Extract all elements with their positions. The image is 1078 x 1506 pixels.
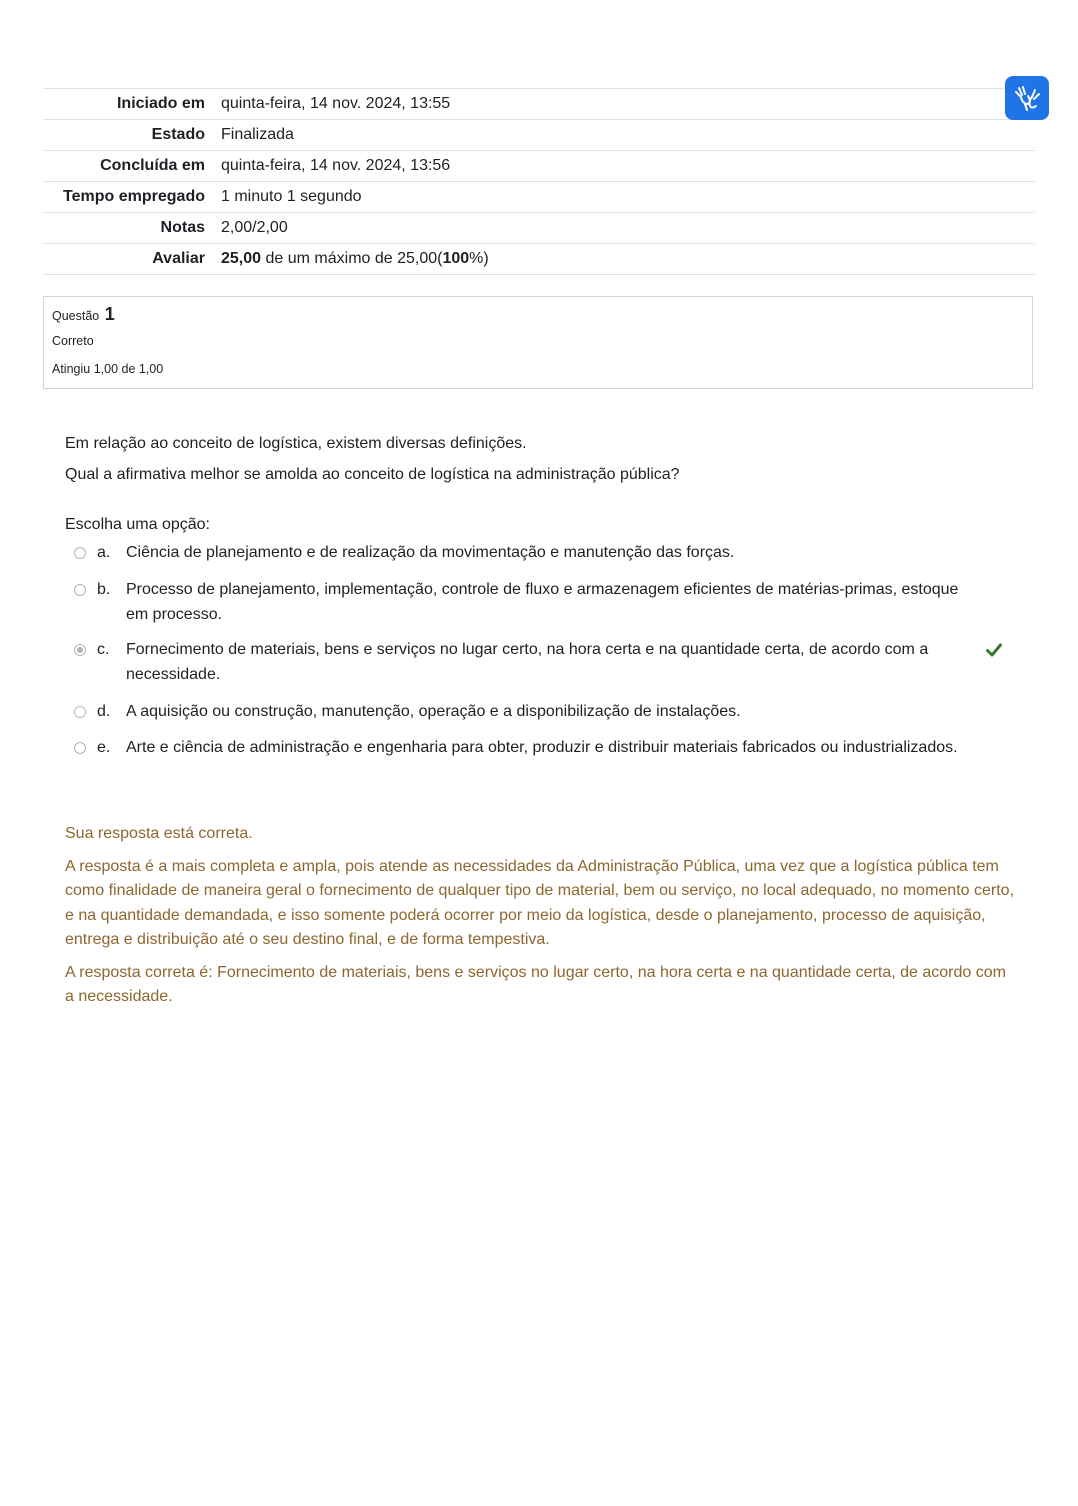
summary-label: Avaliar	[43, 244, 213, 275]
question-text-line: Em relação ao conceito de logística, existem diversas definições.	[65, 435, 527, 452]
option-text: A aquisição ou construção, manutenção, operação e a disponibilização de instalações.	[126, 703, 741, 720]
radio-button-selected[interactable]	[74, 644, 86, 656]
option-letter: c.	[97, 641, 110, 658]
radio-button[interactable]	[74, 706, 86, 718]
summary-row-marks	[43, 213, 1035, 244]
question-info-box	[43, 296, 1033, 389]
summary-value: quinta-feira, 14 nov. 2024, 13:56	[213, 151, 1035, 182]
question-number	[52, 303, 1024, 327]
grade-score: 25,00	[221, 250, 262, 267]
grade-suffix: %)	[469, 250, 489, 267]
summary-value: Finalizada	[213, 120, 1035, 151]
option-letter: b.	[97, 581, 111, 598]
answer-prompt: Escolha uma opção:	[65, 516, 210, 533]
summary-row-grade	[43, 244, 1035, 275]
option-text: Fornecimento de materiais, bens e serviços no lugar certo, na hora certa e na quantidade certa, de acordo com a necessidade.	[126, 641, 929, 683]
answer-option-d[interactable]	[74, 700, 1004, 725]
answer-option-b[interactable]	[74, 578, 1004, 627]
grade-value	[213, 244, 1035, 275]
radio-button[interactable]	[74, 584, 86, 596]
option-letter: e.	[97, 739, 111, 756]
question-mark: Atingiu 1,00 de 1,00	[52, 362, 164, 376]
answer-feedback	[65, 822, 1015, 1018]
answer-option-c[interactable]	[74, 638, 1004, 687]
summary-value: 2,00/2,00	[213, 213, 1035, 244]
summary-label: Notas	[43, 213, 213, 244]
summary-label: Estado	[43, 120, 213, 151]
summary-label: Tempo empregado	[43, 182, 213, 213]
option-text: Processo de planejamento, implementação, controle de fluxo e armazenagem eficientes de matérias-primas, estoque em processo.	[126, 581, 959, 623]
question-text-line: Qual a afirmativa melhor se amolda ao conceito de logística na administração pública?	[65, 466, 680, 483]
sign-language-hands-icon	[1013, 84, 1041, 112]
feedback-status: Sua resposta está correta.	[65, 825, 253, 842]
option-letter: a.	[97, 544, 111, 561]
grade-percent: 100	[442, 250, 470, 267]
option-text: Ciência de planejamento e de realização da movimentação e manutenção das forças.	[126, 544, 735, 561]
option-text: Arte e ciência de administração e engenharia para obter, produzir e distribuir materiais fabricados ou industrializados.	[126, 739, 958, 756]
feedback-correct-answer: A resposta correta é: Fornecimento de materiais, bens e serviços no lugar certo, na hora certa e na quantidade certa, de acordo com a necessidade.	[65, 963, 1006, 1005]
correct-check-icon	[986, 643, 1002, 657]
summary-row-started	[43, 89, 1035, 120]
answer-option-e[interactable]	[74, 736, 1004, 761]
question-text	[65, 432, 1015, 487]
summary-row-time-taken	[43, 182, 1035, 213]
answer-option-a[interactable]	[74, 541, 1004, 566]
summary-value: 1 minuto 1 segundo	[213, 182, 1035, 213]
summary-value: quinta-feira, 14 nov. 2024, 13:55	[213, 89, 1035, 120]
question-number-value: 1	[104, 304, 115, 324]
feedback-explanation: A resposta é a mais completa e ampla, pois atende as necessidades da Administração Pública, uma vez que a logística pública tem como finalidade de maneira geral o fornecimento de qualquer tipo de material, bem ou serviço, no local adequado, no momento certo, e na quantidade demandada, e isso somente poderá ocorrer por meio da logística, desde o planejamento, processo de aquisição, entrega e distribuição até o seu destino final, e de forma tempestiva.	[65, 857, 1015, 948]
radio-button[interactable]	[74, 547, 86, 559]
accessibility-sign-language-button[interactable]	[1005, 76, 1049, 120]
summary-label: Concluída em	[43, 151, 213, 182]
summary-row-state	[43, 120, 1035, 151]
option-letter: d.	[97, 703, 111, 720]
grade-max-text: de um máximo de 25,00(	[261, 250, 443, 267]
radio-button[interactable]	[74, 742, 86, 754]
question-state: Correto	[52, 334, 94, 348]
summary-row-completed	[43, 151, 1035, 182]
attempt-summary-table	[43, 88, 1035, 275]
summary-label: Iniciado em	[43, 89, 213, 120]
question-prefix: Questão	[52, 309, 100, 323]
